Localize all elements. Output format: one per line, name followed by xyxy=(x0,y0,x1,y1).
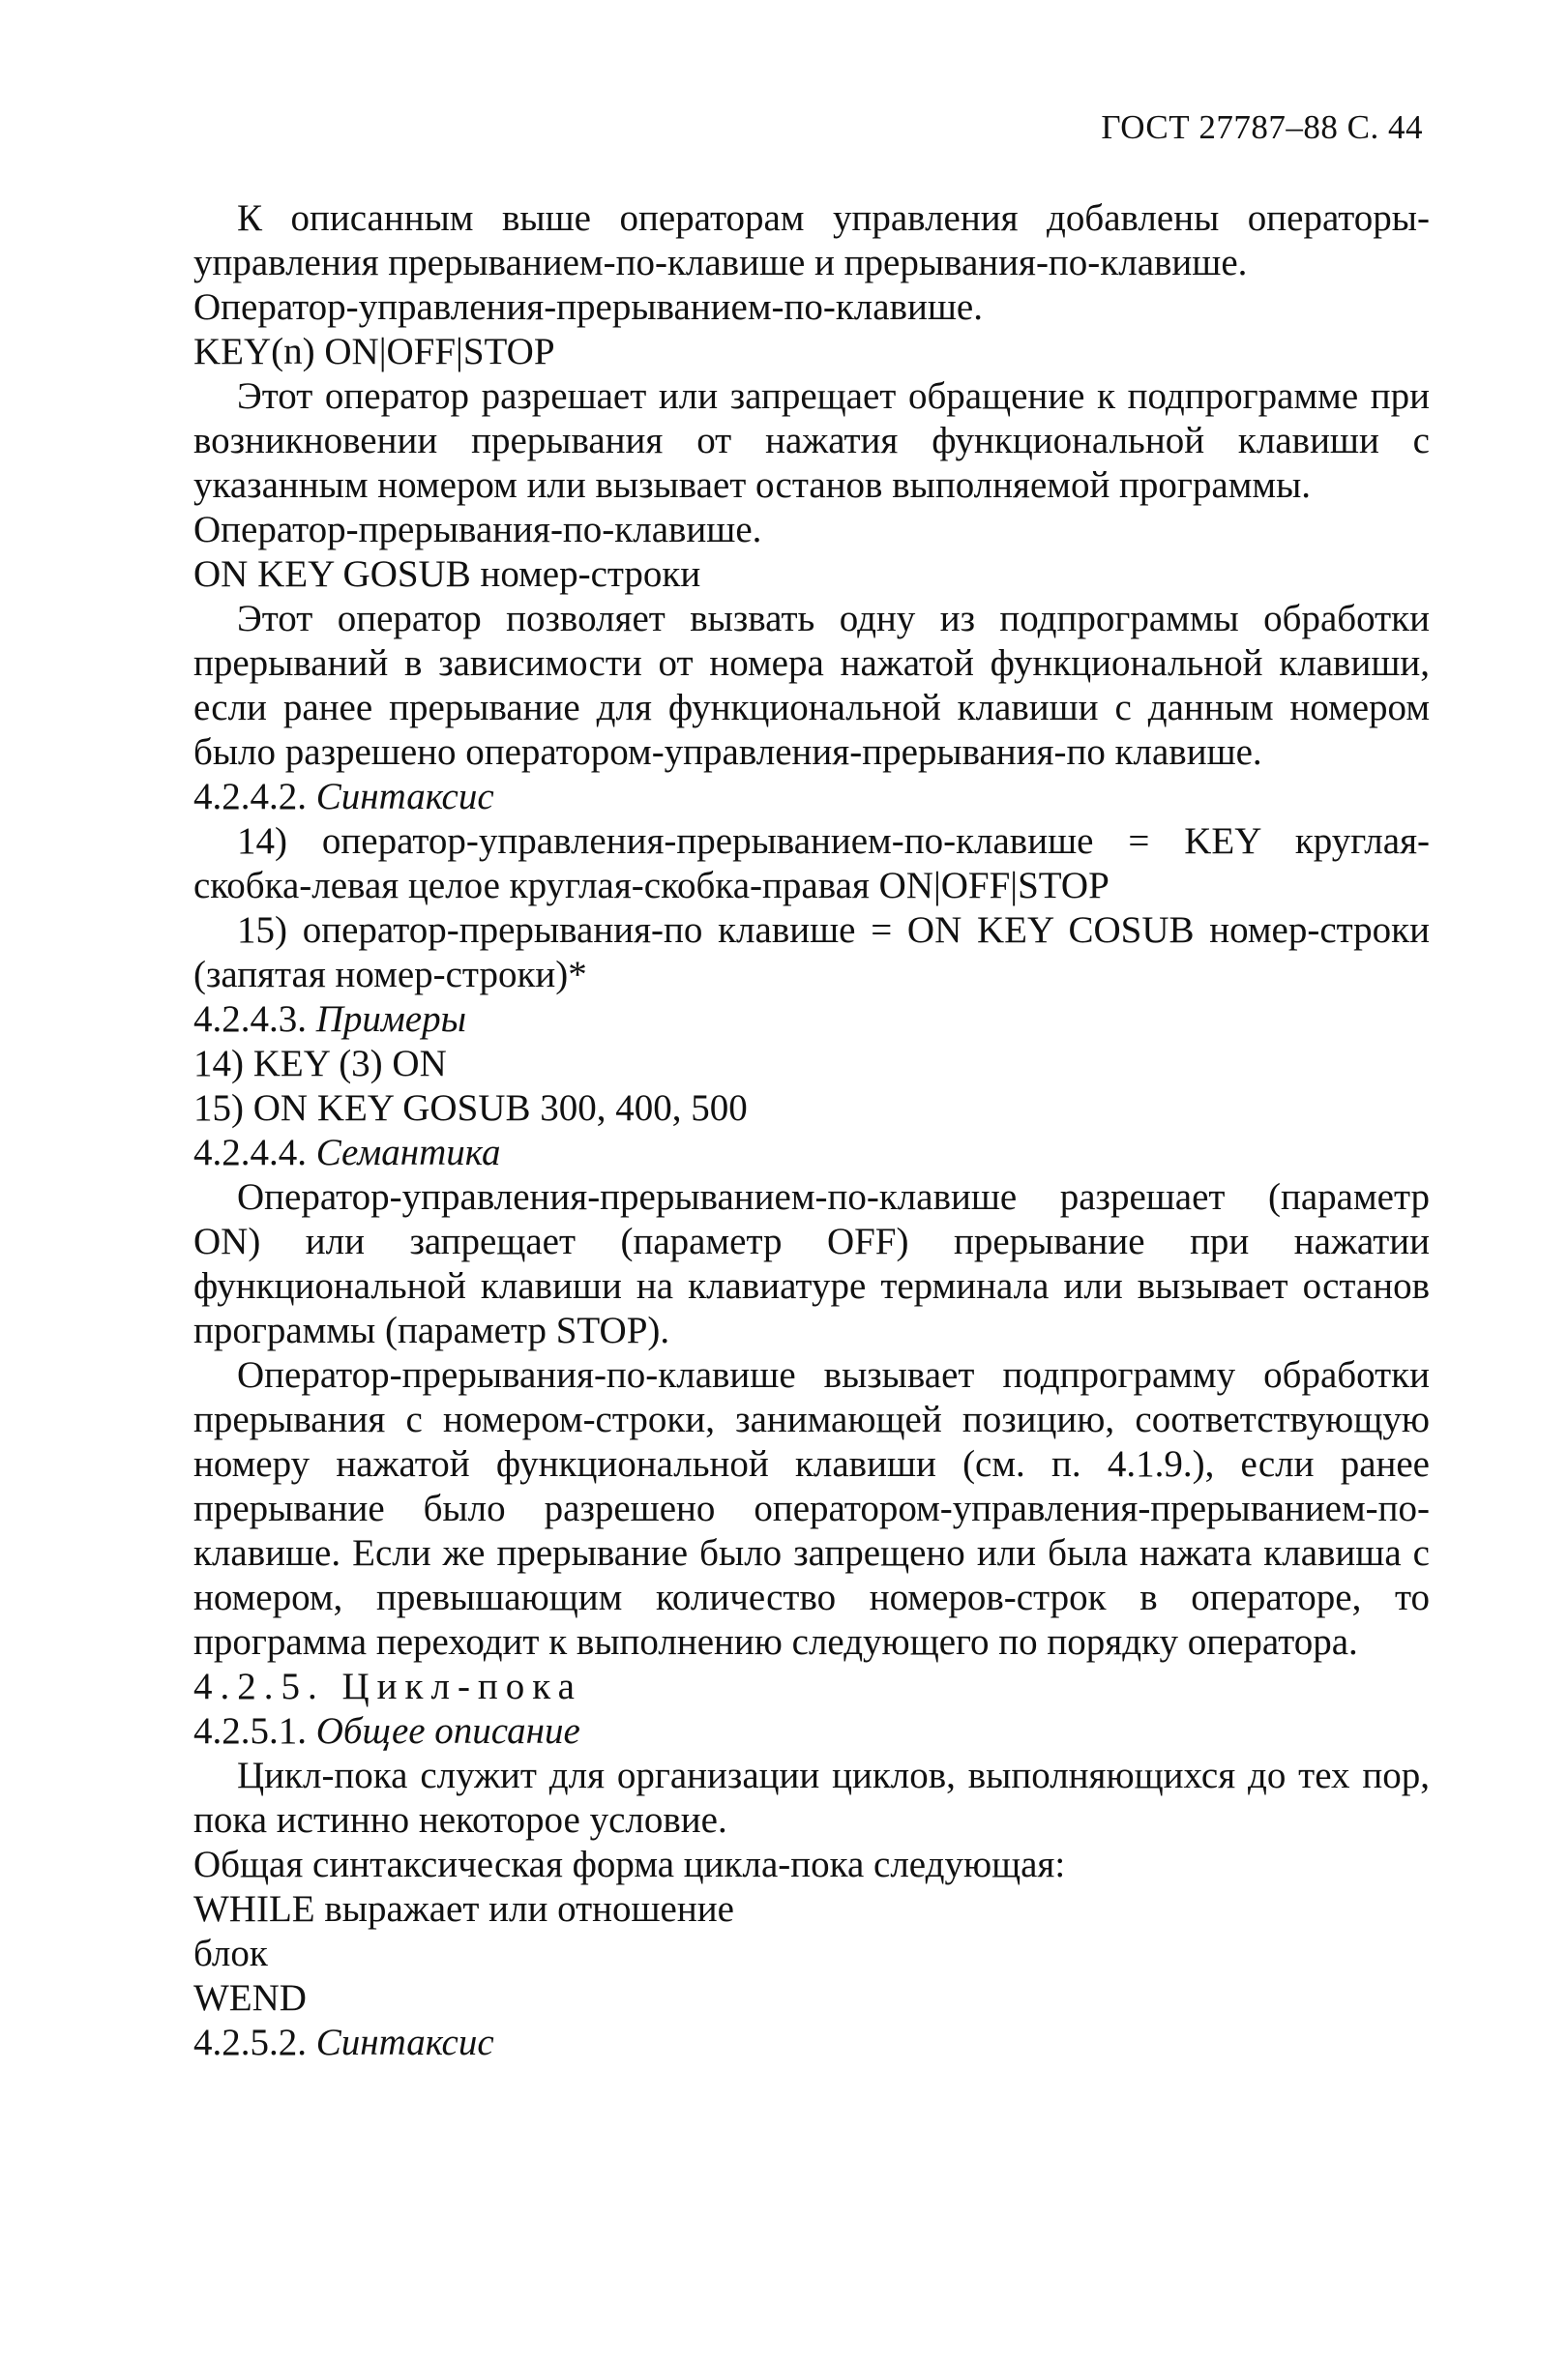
section-number: 4.2.4.3. xyxy=(193,998,316,1040)
paragraph-on-key-syntax: ON KEY GOSUB номер-строки xyxy=(193,553,701,595)
section-number: 4.2.5.2. xyxy=(193,2022,316,2063)
section-title: Общее описание xyxy=(315,1710,580,1752)
paragraph-while-description: Цикл-пока служит для организации циклов, выполняющихся до тех пор, пока истинно некоторое условие. xyxy=(193,1755,1430,1841)
paragraph-syntax-rule-14: 14) оператор-управления-прерыванием-по-клавише = KEY круглая-скобка-левая целое круглая-скобка-правая ON|OFF|STOP xyxy=(193,820,1430,906)
running-header: ГОСТ 27787–88 С. 44 xyxy=(1101,108,1423,146)
section-heading-4242 xyxy=(193,775,1430,819)
paragraph-key-operator-name: Оператор-управления-прерыванием-по-клавише. xyxy=(193,286,983,328)
paragraph-wend-line: WEND xyxy=(193,1977,307,2019)
section-title: Синтаксис xyxy=(315,776,494,817)
section-number: 4.2.4.2. xyxy=(193,776,316,817)
paragraph-syntax-rule-15: 15) оператор-прерывания-по клавише = ON KEY COSUB номер-строки (запятая номер-строки)* xyxy=(193,909,1430,995)
section-heading-4252 xyxy=(193,2021,1430,2065)
paragraph-key-syntax: KEY(n) ON|OFF|STOP xyxy=(193,331,555,372)
paragraph-semantics-on-key: Оператор-прерывания-по-клавише вызывает подпрограмму обработки прерывания с номером-строки, занимающей позицию, соответствующую номеру нажатой функциональной клавиши (см. п. 4.1.9.), если ранее прерывание было разрешено оператором-управления-прерыванием-по-клавише. Если же прерывание было запрещено или была нажата клавиша с номером, превышающим количество номеров-строк в операторе, то программа переходит к выполнению следующего по порядку оператора. xyxy=(193,1354,1430,1663)
paragraph-key-description: Этот оператор разрешает или запрещает обращение к подпрограмме при возникновении прерывания от нажатия функциональной клавиши с указанным номером или вызывает останов выполняемой программы. xyxy=(193,375,1430,506)
section-title: Синтаксис xyxy=(315,2022,494,2063)
section-title: Примеры xyxy=(315,998,467,1040)
paragraph-example-15: 15) ON KEY GOSUB 300, 400, 500 xyxy=(193,1087,748,1129)
section-heading-4243 xyxy=(193,997,1430,1042)
paragraph-semantics-key: Оператор-управления-прерыванием-по-клавише разрешает (параметр ON) или запрещает (параметр OFF) прерывание при нажатии функциональной клавиши на клавиатуре терминала или вызывает останов программы (параметр STOP). xyxy=(193,1176,1430,1351)
paragraph-example-14: 14) KEY (3) ON xyxy=(193,1043,447,1084)
section-number: 4.2.4.4. xyxy=(193,1132,316,1173)
page-body xyxy=(193,196,1430,2065)
paragraph-on-key-operator-name: Оператор-прерывания-по-клавише. xyxy=(193,509,762,550)
paragraph-block-line: блок xyxy=(193,1933,268,1974)
paragraph-while-form-intro: Общая синтаксическая форма цикла-пока следующая: xyxy=(193,1844,1066,1885)
section-heading-4244 xyxy=(193,1131,1430,1175)
section-heading-4251 xyxy=(193,1709,1430,1754)
section-title: Семантика xyxy=(315,1132,501,1173)
paragraph-on-key-description: Этот оператор позволяет вызвать одну из подпрограммы обработки прерываний в зависимости от номера нажатой функциональной клавиши, если ранее прерывание для функциональной клавиши с данным номером было разрешено оператором-управления-прерывания-по клавише. xyxy=(193,598,1430,773)
paragraph-while-line: WHILE выражает или отношение xyxy=(193,1888,734,1930)
section-heading-425: 4.2.5. Цикл-пока xyxy=(193,1666,582,1707)
paragraph-intro: К описанным выше операторам управления добавлены операторы-управления прерыванием-по-клавише и прерывания-по-клавише. xyxy=(193,197,1430,283)
section-number: 4.2.5.1. xyxy=(193,1710,316,1752)
